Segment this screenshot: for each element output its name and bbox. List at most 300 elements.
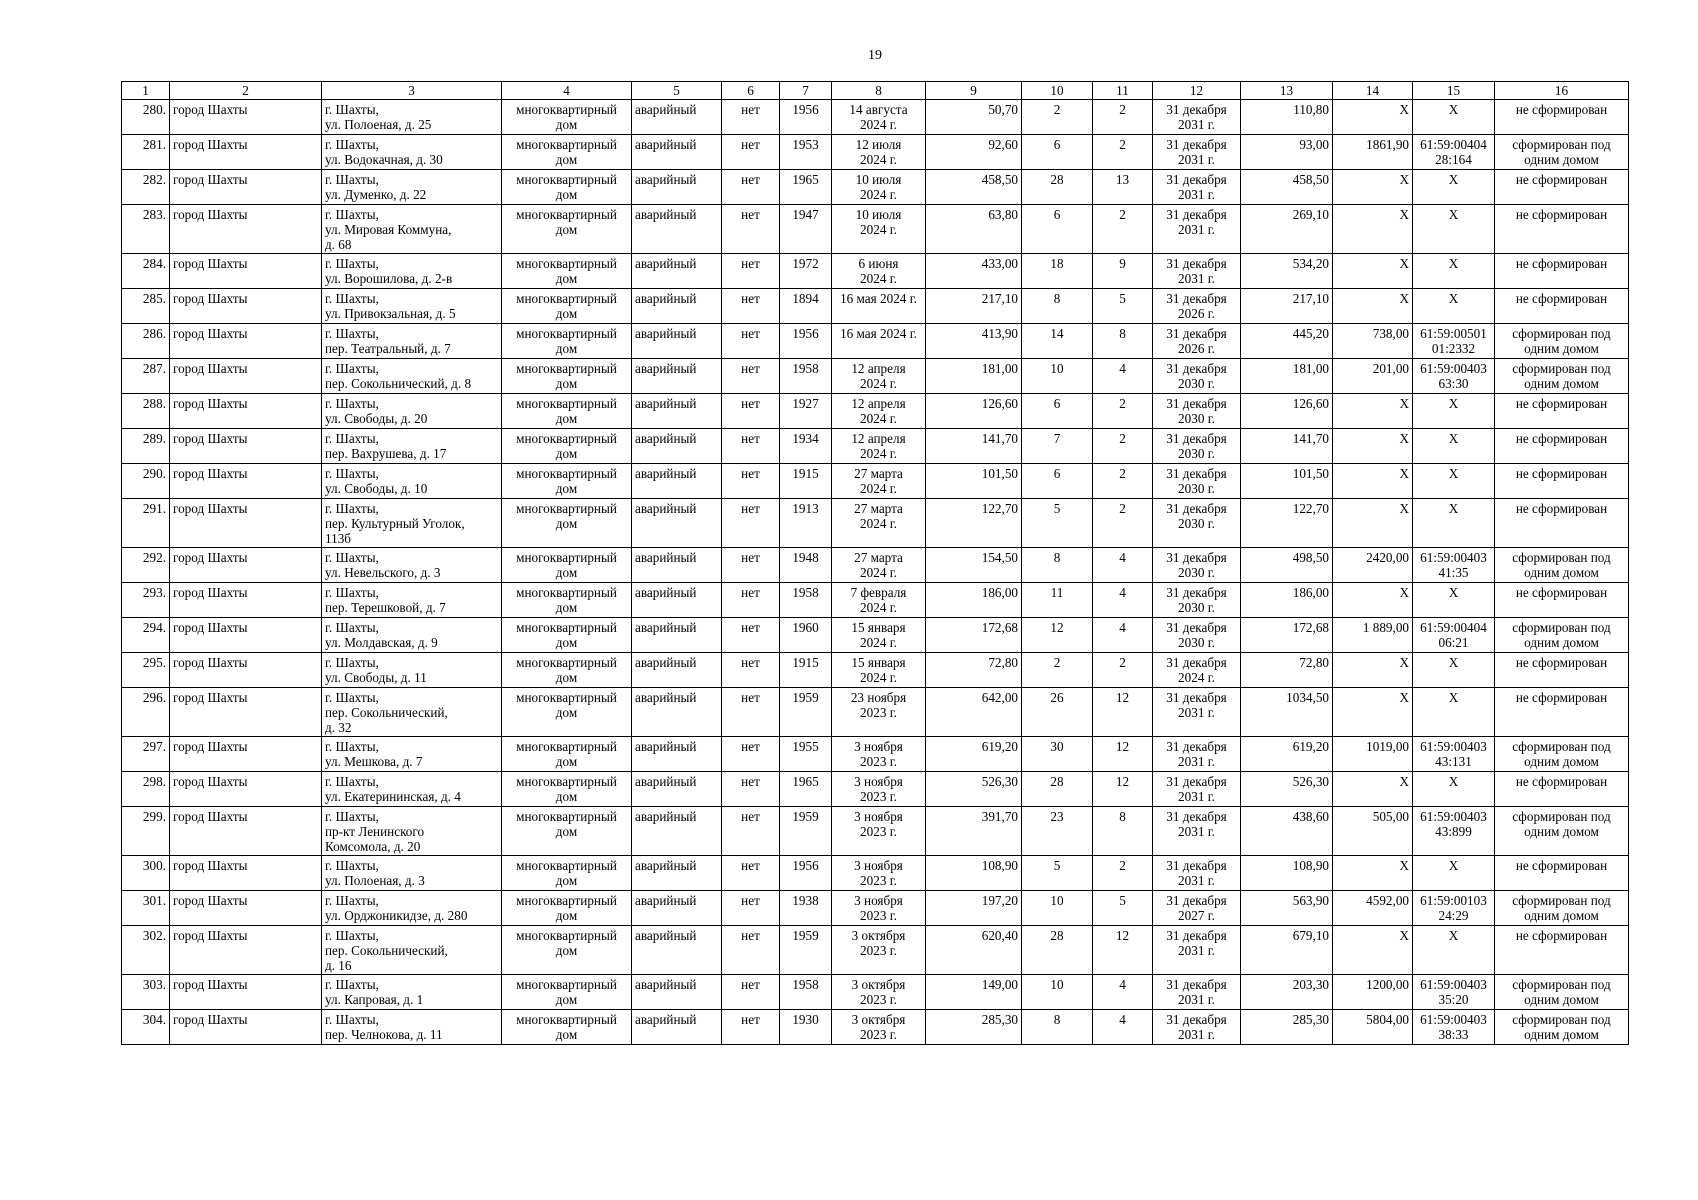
table-row (122, 100, 1629, 135)
building-type-line: многоквартирный (516, 1012, 617, 1027)
building-type-line: дом (555, 222, 578, 237)
municipality-cell: город Шахты (170, 205, 322, 254)
building-type-line: дом (555, 152, 578, 167)
address-cell (322, 926, 502, 975)
deadline-line: 2031 г. (1178, 1027, 1215, 1042)
total-area-cell: 108,90 (1241, 856, 1333, 891)
building-type-cell (502, 772, 632, 807)
table-row (122, 359, 1629, 394)
building-type-cell (502, 975, 632, 1010)
building-type-line: многоквартирный (516, 620, 617, 635)
total-area-cell: 458,50 (1241, 170, 1333, 205)
area-cell: 186,00 (926, 583, 1022, 618)
deadline-line: 2030 г. (1178, 635, 1215, 650)
area-cell: 122,70 (926, 499, 1022, 548)
table-row (122, 1010, 1629, 1045)
total-area-cell: 172,68 (1241, 618, 1333, 653)
building-type-line: дом (555, 411, 578, 426)
recognition-date-cell (832, 583, 926, 618)
column-number-header: 7 (780, 82, 832, 100)
apartments-cell: 5 (1093, 289, 1153, 324)
municipality-cell: город Шахты (170, 100, 322, 135)
land-area-cell: 1 889,00 (1333, 618, 1413, 653)
land-status-line: сформирован под (1512, 977, 1611, 992)
flag-cell: нет (722, 429, 780, 464)
total-area-cell: 72,80 (1241, 653, 1333, 688)
building-type-cell (502, 135, 632, 170)
cadastral-number-line: 43:131 (1435, 754, 1472, 769)
apartments-cell: 9 (1093, 254, 1153, 289)
column-number-header: 16 (1495, 82, 1629, 100)
recognition-date-line: 2023 г. (860, 873, 897, 888)
land-status-line: одним домом (1524, 754, 1599, 769)
recognition-date-line: 3 октября (851, 928, 906, 943)
land-area-cell: 738,00 (1333, 324, 1413, 359)
recognition-date-cell (832, 548, 926, 583)
address-line: д. 32 (325, 720, 352, 735)
land-area-cell: X (1333, 394, 1413, 429)
building-type-line: дом (555, 873, 578, 888)
column-number-header: 14 (1333, 82, 1413, 100)
cadastral-number-cell (1413, 772, 1495, 807)
land-area-cell: 2420,00 (1333, 548, 1413, 583)
recognition-date-cell (832, 807, 926, 856)
deadline-line: 31 декабря (1166, 137, 1227, 152)
condition-cell: аварийный (632, 429, 722, 464)
condition-cell: аварийный (632, 926, 722, 975)
cadastral-number-cell (1413, 464, 1495, 499)
building-type-line: дом (555, 271, 578, 286)
year-built-cell: 1915 (780, 653, 832, 688)
building-type-line: многоквартирный (516, 291, 617, 306)
land-area-cell: 1019,00 (1333, 737, 1413, 772)
land-status-line: одним домом (1524, 992, 1599, 1007)
building-type-line: дом (555, 516, 578, 531)
row-number-cell: 302. (122, 926, 170, 975)
condition-cell: аварийный (632, 891, 722, 926)
deadline-line: 2030 г. (1178, 600, 1215, 615)
cadastral-number-cell (1413, 324, 1495, 359)
land-area-cell: 5804,00 (1333, 1010, 1413, 1045)
recognition-date-line: 3 ноября (854, 809, 903, 824)
address-cell (322, 737, 502, 772)
building-type-line: многоквартирный (516, 928, 617, 943)
deadline-cell (1153, 548, 1241, 583)
apartments-cell: 5 (1093, 891, 1153, 926)
cadastral-number-line: 28:164 (1435, 152, 1472, 167)
area-cell: 149,00 (926, 975, 1022, 1010)
address-cell (322, 394, 502, 429)
deadline-line: 2030 г. (1178, 481, 1215, 496)
area-cell: 72,80 (926, 653, 1022, 688)
cadastral-number-cell (1413, 394, 1495, 429)
cadastral-number-cell (1413, 653, 1495, 688)
residents-cell: 5 (1022, 856, 1093, 891)
address-cell (322, 429, 502, 464)
total-area-cell: 186,00 (1241, 583, 1333, 618)
land-area-cell: X (1333, 926, 1413, 975)
flag-cell: нет (722, 324, 780, 359)
recognition-date-cell (832, 205, 926, 254)
land-status-cell (1495, 499, 1629, 548)
recognition-date-cell (832, 135, 926, 170)
building-type-line: многоквартирный (516, 977, 617, 992)
land-status-cell (1495, 772, 1629, 807)
row-number-cell: 295. (122, 653, 170, 688)
area-cell: 458,50 (926, 170, 1022, 205)
year-built-cell: 1915 (780, 464, 832, 499)
condition-cell: аварийный (632, 170, 722, 205)
cadastral-number-line: 61:59:00403 (1420, 1012, 1487, 1027)
address-line: г. Шахты, (325, 550, 379, 565)
deadline-line: 2031 г. (1178, 271, 1215, 286)
recognition-date-cell (832, 359, 926, 394)
row-number-cell: 299. (122, 807, 170, 856)
column-number-header: 2 (170, 82, 322, 100)
residents-cell: 8 (1022, 289, 1093, 324)
row-number-cell: 294. (122, 618, 170, 653)
address-cell (322, 324, 502, 359)
land-area-cell: 4592,00 (1333, 891, 1413, 926)
municipality-cell: город Шахты (170, 737, 322, 772)
apartments-cell: 4 (1093, 975, 1153, 1010)
recognition-date-line: 2024 г. (860, 187, 897, 202)
deadline-line: 31 декабря (1166, 291, 1227, 306)
flag-cell: нет (722, 394, 780, 429)
apartments-cell: 2 (1093, 464, 1153, 499)
recognition-date-line: 12 апреля (851, 396, 906, 411)
recognition-date-cell (832, 737, 926, 772)
address-line: пер. Театральный, д. 7 (325, 341, 451, 356)
land-status-line: не сформирован (1515, 928, 1608, 943)
recognition-date-line: 2024 г. (860, 271, 897, 286)
residents-cell: 28 (1022, 926, 1093, 975)
flag-cell: нет (722, 737, 780, 772)
residents-cell: 11 (1022, 583, 1093, 618)
column-number-header: 6 (722, 82, 780, 100)
municipality-cell: город Шахты (170, 135, 322, 170)
row-number-cell: 291. (122, 499, 170, 548)
row-number-cell: 300. (122, 856, 170, 891)
recognition-date-line: 2024 г. (860, 446, 897, 461)
building-type-cell (502, 856, 632, 891)
year-built-cell: 1927 (780, 394, 832, 429)
flag-cell: нет (722, 583, 780, 618)
row-number-cell: 296. (122, 688, 170, 737)
address-line: г. Шахты, (325, 102, 379, 117)
apartments-cell: 12 (1093, 737, 1153, 772)
recognition-date-line: 15 января (851, 655, 906, 670)
condition-cell: аварийный (632, 856, 722, 891)
address-line: г. Шахты, (325, 893, 379, 908)
building-type-cell (502, 324, 632, 359)
recognition-date-line: 12 апреля (851, 431, 906, 446)
table-row (122, 583, 1629, 618)
apartments-cell: 2 (1093, 499, 1153, 548)
recognition-date-cell (832, 324, 926, 359)
area-cell: 154,50 (926, 548, 1022, 583)
apartments-cell: 4 (1093, 359, 1153, 394)
year-built-cell: 1965 (780, 772, 832, 807)
row-number-cell: 287. (122, 359, 170, 394)
address-line: ул. Невельского, д. 3 (325, 565, 441, 580)
deadline-line: 31 декабря (1166, 858, 1227, 873)
deadline-cell (1153, 429, 1241, 464)
flag-cell: нет (722, 688, 780, 737)
apartments-cell: 2 (1093, 135, 1153, 170)
cadastral-number-line: 24:29 (1438, 908, 1469, 923)
deadline-line: 31 декабря (1166, 207, 1227, 222)
year-built-cell: 1930 (780, 1010, 832, 1045)
building-type-cell (502, 583, 632, 618)
land-status-line: не сформирован (1515, 858, 1608, 873)
cadastral-number-cell (1413, 289, 1495, 324)
deadline-line: 2031 г. (1178, 152, 1215, 167)
cadastral-number-cell (1413, 359, 1495, 394)
deadline-line: 31 декабря (1166, 501, 1227, 516)
building-type-cell (502, 100, 632, 135)
recognition-date-line: 2023 г. (860, 992, 897, 1007)
land-status-line: сформирован под (1512, 1012, 1611, 1027)
address-line: г. Шахты, (325, 655, 379, 670)
flag-cell: нет (722, 205, 780, 254)
recognition-date-line: 2024 г. (860, 565, 897, 580)
deadline-line: 31 декабря (1166, 102, 1227, 117)
recognition-date-line: 27 марта (854, 550, 903, 565)
row-number-cell: 298. (122, 772, 170, 807)
recognition-date-line: 2024 г. (860, 481, 897, 496)
deadline-cell (1153, 653, 1241, 688)
year-built-cell: 1955 (780, 737, 832, 772)
cadastral-number-cell (1413, 737, 1495, 772)
cadastral-number-line: 61:59:00103 (1420, 893, 1487, 908)
row-number-cell: 282. (122, 170, 170, 205)
recognition-date-line: 2023 г. (860, 789, 897, 804)
recognition-date-line: 2024 г. (860, 516, 897, 531)
municipality-cell: город Шахты (170, 1010, 322, 1045)
year-built-cell: 1965 (780, 170, 832, 205)
area-cell: 197,20 (926, 891, 1022, 926)
condition-cell: аварийный (632, 394, 722, 429)
table-row (122, 807, 1629, 856)
address-line: пр-кт Ленинского (325, 824, 425, 839)
table-row (122, 772, 1629, 807)
row-number-cell: 297. (122, 737, 170, 772)
deadline-cell (1153, 254, 1241, 289)
address-line: г. Шахты, (325, 256, 379, 271)
municipality-cell: город Шахты (170, 324, 322, 359)
address-cell (322, 975, 502, 1010)
table-row (122, 548, 1629, 583)
deadline-line: 31 декабря (1166, 431, 1227, 446)
condition-cell: аварийный (632, 205, 722, 254)
table-row (122, 891, 1629, 926)
building-type-line: дом (555, 789, 578, 804)
condition-cell: аварийный (632, 807, 722, 856)
cadastral-number-cell (1413, 583, 1495, 618)
land-status-cell (1495, 429, 1629, 464)
cadastral-number-cell (1413, 856, 1495, 891)
municipality-cell: город Шахты (170, 170, 322, 205)
deadline-cell (1153, 975, 1241, 1010)
recognition-date-line: 7 февраля (850, 585, 907, 600)
row-number-cell: 284. (122, 254, 170, 289)
address-line: пер. Терешковой, д. 7 (325, 600, 446, 615)
column-number-header: 9 (926, 82, 1022, 100)
address-cell (322, 205, 502, 254)
land-status-line: не сформирован (1515, 291, 1608, 306)
building-type-cell (502, 394, 632, 429)
address-cell (322, 548, 502, 583)
residents-cell: 7 (1022, 429, 1093, 464)
land-status-line: одним домом (1524, 376, 1599, 391)
building-type-cell (502, 807, 632, 856)
municipality-cell: город Шахты (170, 975, 322, 1010)
cadastral-number-line: 38:33 (1438, 1027, 1469, 1042)
recognition-date-cell (832, 394, 926, 429)
recognition-date-cell (832, 975, 926, 1010)
residents-cell: 14 (1022, 324, 1093, 359)
table-row (122, 499, 1629, 548)
deadline-cell (1153, 856, 1241, 891)
recognition-date-line: 15 января (851, 620, 906, 635)
area-cell: 101,50 (926, 464, 1022, 499)
deadline-line: 31 декабря (1166, 172, 1227, 187)
land-area-cell: 201,00 (1333, 359, 1413, 394)
address-cell (322, 499, 502, 548)
address-line: г. Шахты, (325, 774, 379, 789)
land-status-cell (1495, 688, 1629, 737)
deadline-line: 2031 г. (1178, 117, 1215, 132)
recognition-date-line: 2023 г. (860, 908, 897, 923)
land-status-line: не сформирован (1515, 207, 1608, 222)
deadline-line: 31 декабря (1166, 620, 1227, 635)
total-area-cell: 445,20 (1241, 324, 1333, 359)
municipality-cell: город Шахты (170, 653, 322, 688)
deadline-line: 31 декабря (1166, 893, 1227, 908)
area-cell: 413,90 (926, 324, 1022, 359)
apartments-cell: 2 (1093, 856, 1153, 891)
land-status-cell (1495, 464, 1629, 499)
address-line: г. Шахты, (325, 361, 379, 376)
condition-cell: аварийный (632, 289, 722, 324)
residents-cell: 6 (1022, 205, 1093, 254)
row-number-cell: 281. (122, 135, 170, 170)
table-row (122, 975, 1629, 1010)
deadline-line: 2031 г. (1178, 789, 1215, 804)
land-status-line: не сформирован (1515, 655, 1608, 670)
building-type-line: дом (555, 635, 578, 650)
year-built-cell: 1947 (780, 205, 832, 254)
cadastral-number-line: 61:59:00404 (1420, 137, 1487, 152)
address-line: ул. Свободы, д. 20 (325, 411, 428, 426)
municipality-cell: город Шахты (170, 394, 322, 429)
address-cell (322, 1010, 502, 1045)
address-line: ул. Полоеная, д. 25 (325, 117, 432, 132)
building-type-line: многоквартирный (516, 326, 617, 341)
column-number-header: 5 (632, 82, 722, 100)
year-built-cell: 1956 (780, 324, 832, 359)
land-area-cell: X (1333, 653, 1413, 688)
table-row (122, 135, 1629, 170)
building-type-line: дом (555, 824, 578, 839)
recognition-date-line: 2023 г. (860, 1027, 897, 1042)
flag-cell: нет (722, 170, 780, 205)
land-status-line: не сформирован (1515, 690, 1608, 705)
condition-cell: аварийный (632, 737, 722, 772)
land-status-line: не сформирован (1515, 585, 1608, 600)
deadline-line: 2030 г. (1178, 565, 1215, 580)
cadastral-number-line: X (1448, 585, 1459, 600)
building-type-line: дом (555, 992, 578, 1007)
building-type-line: многоквартирный (516, 550, 617, 565)
recognition-date-line: 12 апреля (851, 361, 906, 376)
address-line: ул. Свободы, д. 10 (325, 481, 428, 496)
residents-cell: 30 (1022, 737, 1093, 772)
flag-cell: нет (722, 856, 780, 891)
building-type-line: многоквартирный (516, 256, 617, 271)
land-area-cell: X (1333, 100, 1413, 135)
deadline-cell (1153, 688, 1241, 737)
cadastral-number-line: X (1448, 102, 1459, 117)
recognition-date-line: 16 мая 2024 г. (840, 291, 917, 306)
apartments-cell: 13 (1093, 170, 1153, 205)
recognition-date-line: 2023 г. (860, 824, 897, 839)
land-status-line: не сформирован (1515, 466, 1608, 481)
area-cell: 92,60 (926, 135, 1022, 170)
address-line: ул. Полоеная, д. 3 (325, 873, 425, 888)
cadastral-number-line: X (1448, 928, 1459, 943)
address-line: ул. Екатерининская, д. 4 (325, 789, 461, 804)
land-status-line: не сформирован (1515, 431, 1608, 446)
table-row (122, 254, 1629, 289)
deadline-cell (1153, 926, 1241, 975)
cadastral-number-line: 61:59:00403 (1420, 809, 1487, 824)
condition-cell: аварийный (632, 653, 722, 688)
land-status-cell (1495, 135, 1629, 170)
land-area-cell: X (1333, 429, 1413, 464)
building-type-line: многоквартирный (516, 466, 617, 481)
land-status-line: не сформирован (1515, 501, 1608, 516)
municipality-cell: город Шахты (170, 548, 322, 583)
flag-cell: нет (722, 359, 780, 394)
recognition-date-cell (832, 464, 926, 499)
deadline-line: 31 декабря (1166, 396, 1227, 411)
total-area-cell: 203,30 (1241, 975, 1333, 1010)
deadline-cell (1153, 464, 1241, 499)
land-status-line: одним домом (1524, 635, 1599, 650)
building-type-cell (502, 688, 632, 737)
area-cell: 108,90 (926, 856, 1022, 891)
apartments-cell: 2 (1093, 653, 1153, 688)
cadastral-number-line: X (1448, 207, 1459, 222)
address-cell (322, 618, 502, 653)
apartments-cell: 12 (1093, 688, 1153, 737)
row-number-cell: 285. (122, 289, 170, 324)
total-area-cell: 101,50 (1241, 464, 1333, 499)
cadastral-number-cell (1413, 254, 1495, 289)
cadastral-number-line: 63:30 (1438, 376, 1469, 391)
cadastral-number-cell (1413, 548, 1495, 583)
residents-cell: 28 (1022, 772, 1093, 807)
cadastral-number-cell (1413, 891, 1495, 926)
building-type-line: дом (555, 341, 578, 356)
deadline-line: 2030 г. (1178, 446, 1215, 461)
building-type-line: многоквартирный (516, 361, 617, 376)
cadastral-number-cell (1413, 100, 1495, 135)
area-cell: 391,70 (926, 807, 1022, 856)
building-type-line: дом (555, 187, 578, 202)
